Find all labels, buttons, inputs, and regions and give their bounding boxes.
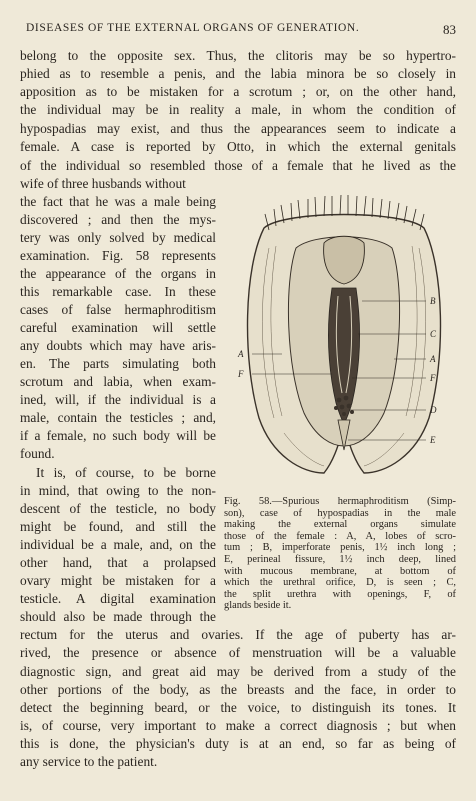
- label-f-right: F: [430, 373, 436, 383]
- label-e: E: [430, 435, 436, 445]
- caption-line: making the external organs simulate: [224, 519, 456, 531]
- caption-line: tum ; B, imperforate penis, 1½ inch long ;: [224, 542, 456, 554]
- label-c: C: [430, 329, 437, 339]
- text-line: any service to the patient.: [20, 754, 158, 769]
- caption-line: the split urethra with openings, F, of: [224, 588, 456, 600]
- text-line: male, contain the testicles ; and,: [20, 410, 216, 425]
- text-line: ovary might be mistaken for a: [20, 573, 216, 588]
- running-title: DISEASES OF THE EXTERNAL ORGANS OF GENERATION.: [26, 22, 360, 34]
- figure-caption: [224, 496, 456, 612]
- text-line: testicle. A digital examination: [20, 591, 216, 606]
- caption-line: Fig. 58.—Spurious hermaphroditism (Simp-: [224, 496, 456, 507]
- text-line: the fact that he was a male being: [20, 194, 216, 209]
- text-line: belong to the opposite sex. Thus, the clitoris may be so hypertro-: [20, 48, 456, 63]
- text-line: the appearance of the organs in: [20, 266, 216, 281]
- text-line: this remarkable case. In these: [20, 284, 216, 299]
- caption-line: those of the female : A, A, lobes of scro-: [224, 530, 456, 542]
- text-line: found.: [20, 446, 55, 461]
- text-line: examination. Fig. 58 represents: [20, 248, 216, 263]
- caption-line: which the urethral orifice, D, is seen ; C,: [224, 577, 456, 589]
- text-line: careful examination will settle: [20, 320, 216, 335]
- text-line: en. The parts simulating both: [20, 356, 216, 371]
- label-b: B: [430, 296, 436, 306]
- text-line: if a female, no such body will be: [20, 428, 216, 443]
- text-line: might be found, and still the: [20, 519, 216, 534]
- text-line: It is, of course, to be borne: [36, 465, 216, 480]
- text-line: scrotum and labia, when exam-: [20, 374, 216, 389]
- text-line: ined, will, if the individual is a: [20, 392, 216, 407]
- text-line: cases of false hermaphroditism: [20, 302, 216, 317]
- label-f-left: F: [238, 369, 244, 379]
- label-a-left: A: [238, 349, 244, 359]
- text-line: rived, the presence or absence of menstruation will be a valuable: [20, 645, 456, 660]
- caption-line: son), case of hypospadias in the male: [224, 507, 456, 519]
- text-line: this is done, the physician's duty is at an end, so far as being of: [20, 736, 456, 751]
- page-number: 83: [443, 22, 456, 37]
- text-line: of the individual so resembled those of a female that he lived as the: [20, 158, 456, 173]
- text-line: female. A case is reported by Otto, in which the external genitals: [20, 139, 456, 154]
- label-a-right: A: [430, 354, 436, 364]
- text-line: any doubts which may have aris-: [20, 338, 216, 353]
- text-line: descent of the testicle, no body: [20, 501, 216, 516]
- text-line: discovered ; and then the mys-: [20, 212, 216, 227]
- text-line: other hand, that a prolapsed: [20, 555, 216, 570]
- text-line: other portions of the body, as the breasts and the face, in order to: [20, 682, 456, 697]
- text-line: in mind, that owing to the non-: [20, 483, 216, 498]
- text-line: individual be a male, and, on the: [20, 537, 216, 552]
- text-line: should also be made through the: [20, 609, 216, 624]
- caption-line: E, perineal fissure, 1½ inch deep, lined: [224, 553, 456, 565]
- text-line: rectum for the uterus and ovaries. If the age of puberty has ar-: [20, 627, 456, 642]
- text-line: diagnostic sign, and great aid may be derived from a study of the: [20, 664, 456, 679]
- caption-line: with mucous membrane, at bottom of: [224, 565, 456, 577]
- text-line: apposition as to be mistaken for a scrotum ; or, on the other hand,: [20, 84, 456, 99]
- text-line: detect the beginning beard, or the voice, to distinguish its tones. It: [20, 700, 456, 715]
- text-line: hypospadias may exist, and thus the appearances seem to indicate a: [20, 121, 456, 136]
- figure-58-illustration: [224, 188, 464, 488]
- label-d: D: [430, 405, 437, 415]
- caption-line: glands beside it.: [224, 600, 292, 612]
- text-line: tery was only solved by medical: [20, 230, 216, 245]
- text-line: the individual may be in reality a male, in whom the condition of: [20, 102, 456, 117]
- text-line: wife of three husbands without: [20, 176, 186, 191]
- text-line: is, of course, very important to make a correct diagnosis ; but when: [20, 718, 456, 733]
- text-line: phied as to resemble a penis, and the labia minora be so closely in: [20, 66, 456, 81]
